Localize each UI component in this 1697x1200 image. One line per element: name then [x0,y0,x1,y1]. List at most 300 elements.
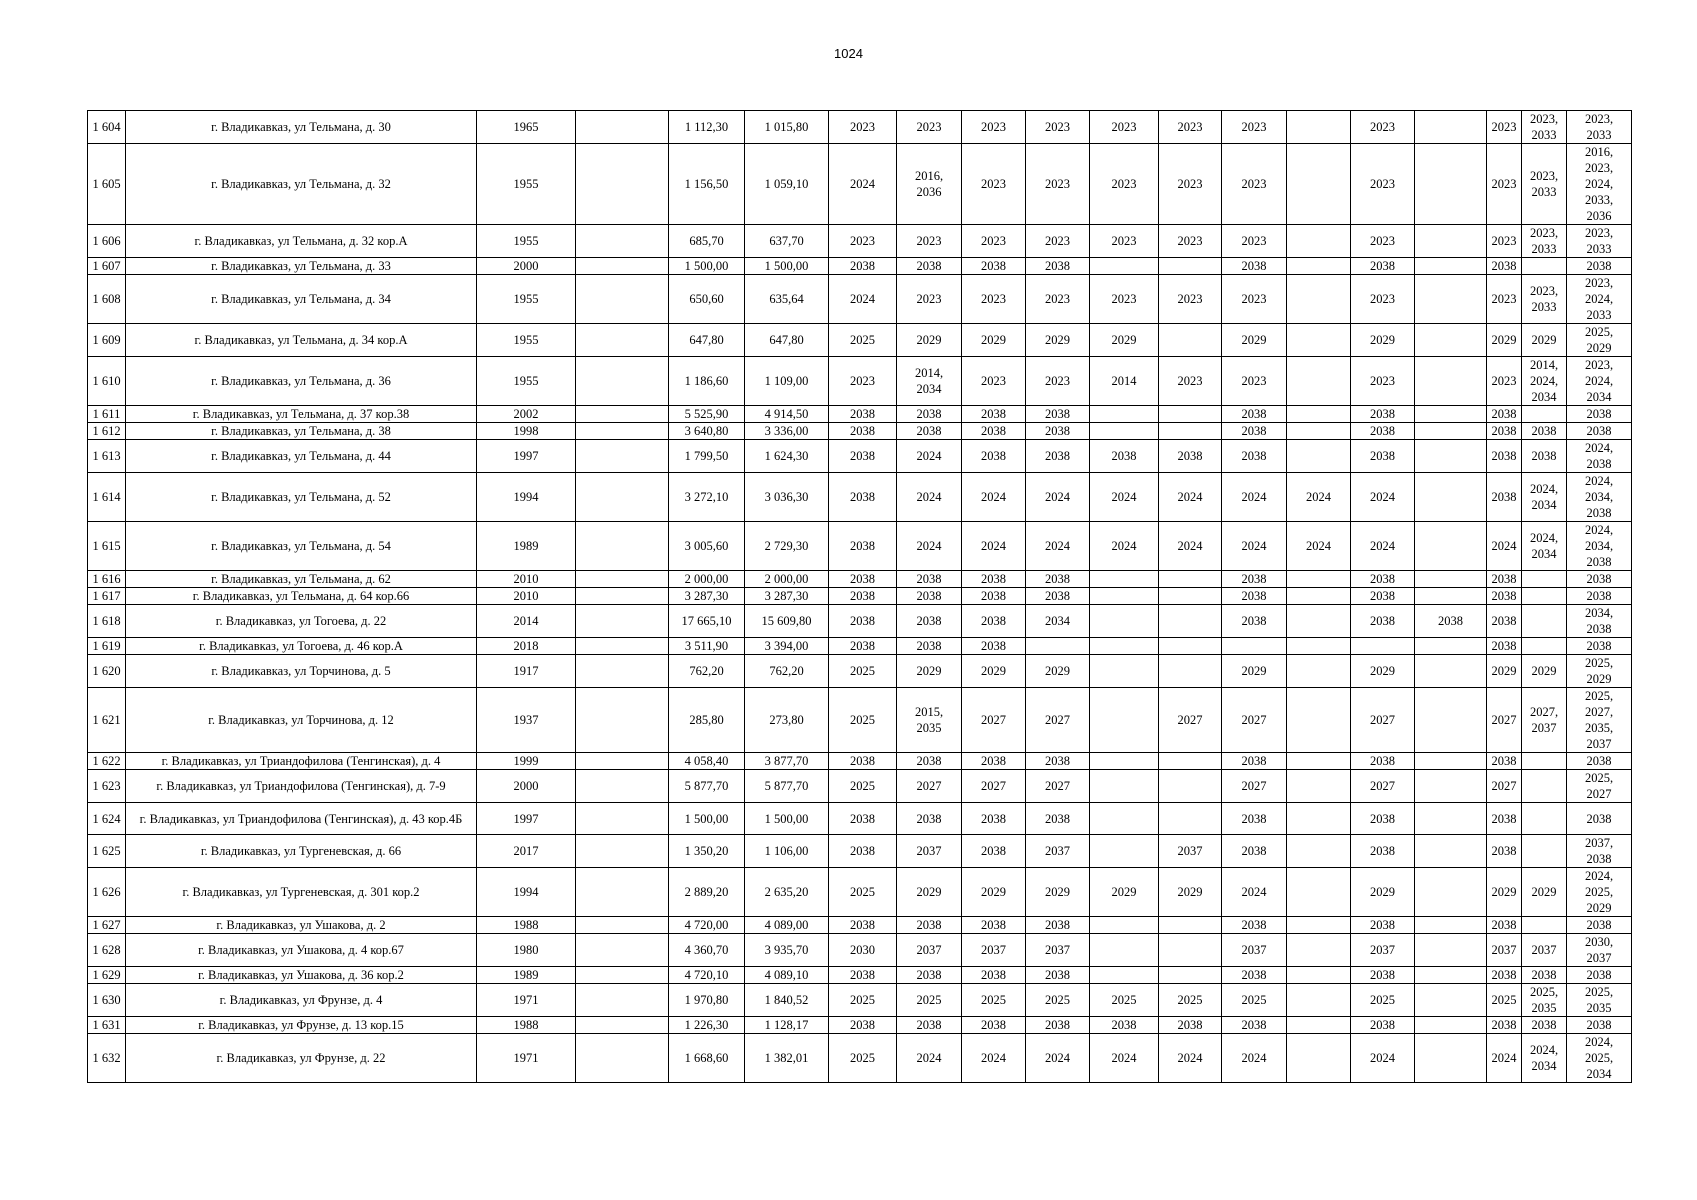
address-cell: г. Владикавказ, ул Тельмана, д. 44 [126,440,477,473]
repair-year-cell: 2038 [1222,967,1287,984]
repair-year-cell: 2024 [897,522,962,571]
repair-year-cell: 2038 [1222,753,1287,770]
repair-year-cell: 2038 [1222,1017,1287,1034]
living-area-cell: 2 729,30 [745,522,829,571]
repair-year-cell: 2038 [962,258,1026,275]
address-cell: г. Владикавказ, ул Тельмана, д. 36 [126,357,477,406]
repair-year-cell [1090,934,1159,967]
repair-year-cell [1287,638,1351,655]
repair-year-cell: 2025 [1487,984,1522,1017]
living-area-cell: 4 089,10 [745,967,829,984]
repair-year-cell: 2029 [1487,868,1522,917]
table-row [88,803,1632,835]
year-line: 2033 [1531,300,1557,314]
year-line: 2024, [1584,177,1614,191]
address-cell: г. Владикавказ, ул Фрунзе, д. 22 [126,1034,477,1083]
table-row [88,225,1632,258]
row-number: 1 618 [88,605,126,638]
year-built-cell: 2017 [477,835,576,868]
repair-year-cell: 2023 [1159,144,1222,225]
repair-year-cell: 2023 [897,225,962,258]
repair-year-cell [1222,638,1287,655]
repair-year-cell: 2023 [962,225,1026,258]
repair-year-cell: 2025 [829,868,897,917]
repair-year-cell [1090,655,1159,688]
repair-year-cell: 2038 [1351,423,1415,440]
repair-year-cell: 2025 [1159,984,1222,1017]
repair-year-cell: 2029 [1026,868,1090,917]
year-line: 2038 [1586,589,1612,603]
repair-year-cell: 2027 [1026,770,1090,803]
year-line: 2024, [1584,523,1614,537]
repair-year-cell: 2029 [962,868,1026,917]
repair-year-cell: 2038 [962,753,1026,770]
repair-year-cell: 2029 [1026,324,1090,357]
repair-year-cell: 2029 [1222,655,1287,688]
repair-year-cell: 2038 [1487,423,1522,440]
repair-year-cell [1287,571,1351,588]
repair-year-cell: 2037 [1222,934,1287,967]
address-cell: г. Владикавказ, ул Тельмана, д. 54 [126,522,477,571]
repair-year-cell: 2025 [1026,984,1090,1017]
repair-year-cell: 2038 [897,917,962,934]
table-row [88,275,1632,324]
repair-year-cell: 2023 [1487,275,1522,324]
living-area-cell: 273,80 [745,688,829,753]
address-cell: г. Владикавказ, ул Фрунзе, д. 4 [126,984,477,1017]
living-area-cell: 1 500,00 [745,258,829,275]
repair-year-list-cell [1567,440,1632,473]
repair-year-cell: 2029 [1159,868,1222,917]
repair-year-cell: 2038 [897,753,962,770]
year-built-cell: 2018 [477,638,576,655]
repair-year-cell: 2024 [1159,1034,1222,1083]
repair-year-cell: 2023 [829,225,897,258]
repair-year-cell: 2023 [1222,225,1287,258]
repair-year-list-cell [1567,588,1632,605]
total-area-cell: 5 525,90 [669,406,745,423]
year-line: 2033 [1586,128,1612,142]
table-row [88,984,1632,1017]
row-number: 1 614 [88,473,126,522]
repair-year-list-cell [1522,934,1567,967]
repair-year-cell: 2038 [1026,917,1090,934]
repair-year-cell: 2023 [1351,225,1415,258]
repair-year-cell [1287,225,1351,258]
repair-year-cell: 2038 [897,967,962,984]
repair-year-cell: 2023 [1026,111,1090,144]
year-line: 2027, [1584,705,1614,719]
repair-year-list-cell [1567,655,1632,688]
repair-year-cell: 2038 [962,803,1026,835]
repair-year-cell: 2025 [1351,984,1415,1017]
repair-year-cell [1090,605,1159,638]
year-line: 2025, [1584,985,1614,999]
repair-year-cell: 2038 [897,258,962,275]
repair-year-cell [1090,770,1159,803]
repair-year-cell: 2029 [897,655,962,688]
total-area-cell: 1 500,00 [669,258,745,275]
address-cell: г. Владикавказ, ул Тургеневская, д. 66 [126,835,477,868]
year-line: 2025, [1584,885,1614,899]
repair-year-cell: 2038 [1159,440,1222,473]
repair-year-list-cell [1567,324,1632,357]
year-line: 2024, [1529,374,1559,388]
year-built-cell: 1971 [477,984,576,1017]
repair-year-cell: 2038 [1487,803,1522,835]
total-area-cell: 1 350,20 [669,835,745,868]
empty-cell [576,522,669,571]
empty-cell [576,406,669,423]
year-line: 2024, [1529,482,1559,496]
repair-year-cell: 2038 [1090,1017,1159,1034]
year-line: 2038 [1586,407,1612,421]
table-row [88,1017,1632,1034]
living-area-cell: 3 336,00 [745,423,829,440]
table-row [88,440,1632,473]
living-area-cell: 647,80 [745,324,829,357]
repair-year-cell: 2037 [1351,934,1415,967]
repair-year-cell: 2029 [1026,655,1090,688]
repair-year-cell: 2027 [1487,688,1522,753]
year-line: 2038 [1586,622,1612,636]
repair-year-cell: 2023 [1487,225,1522,258]
empty-cell [576,655,669,688]
year-line: 2023, [1529,284,1559,298]
year-line: 2024, [1584,292,1614,306]
address-cell: г. Владикавказ, ул Тельмана, д. 62 [126,571,477,588]
row-number: 1 606 [88,225,126,258]
row-number: 1 607 [88,258,126,275]
repair-year-cell: 2038 [897,803,962,835]
total-area-cell: 17 665,10 [669,605,745,638]
total-area-cell: 3 511,90 [669,638,745,655]
repair-year-cell: 2023 [1090,144,1159,225]
repair-year-cell: 2024 [962,1034,1026,1083]
repair-year-cell: 2023 [962,275,1026,324]
year-built-cell: 2002 [477,406,576,423]
total-area-cell: 1 186,60 [669,357,745,406]
repair-year-cell: 2038 [1487,571,1522,588]
repair-year-cell: 2038 [829,803,897,835]
repair-year-list-cell [1522,258,1567,275]
year-built-cell: 1955 [477,225,576,258]
repair-year-cell [1415,1034,1487,1083]
year-line: 2038 [1586,572,1612,586]
address-cell: г. Владикавказ, ул Торчинова, д. 5 [126,655,477,688]
repair-year-cell: 2024 [1159,473,1222,522]
year-line: 2038 [1531,424,1557,438]
repair-year-cell [1287,655,1351,688]
repair-year-cell: 2024 [829,144,897,225]
repair-year-cell [1287,770,1351,803]
year-line: 2033, [1584,193,1614,207]
repair-year-list-cell [1522,803,1567,835]
repair-year-cell: 2023 [1090,111,1159,144]
address-cell: г. Владикавказ, ул Тельмана, д. 34 кор.А [126,324,477,357]
repair-year-cell: 2025 [829,984,897,1017]
repair-year-cell: 2027 [1351,688,1415,753]
repair-year-cell: 2023 [1487,111,1522,144]
year-line: 2038 [1531,968,1557,982]
total-area-cell: 1 500,00 [669,803,745,835]
year-built-cell: 2014 [477,605,576,638]
empty-cell [576,835,669,868]
year-line: 2035 [1586,1001,1612,1015]
repair-year-cell [1287,111,1351,144]
year-line: 2024, [1529,531,1559,545]
year-line: 2023, [1529,226,1559,240]
repair-year-cell: 2038 [1487,406,1522,423]
repair-year-list-cell [1567,111,1632,144]
repair-year-cell: 2038 [962,588,1026,605]
repair-year-cell: 2023 [1222,144,1287,225]
total-area-cell: 3 287,30 [669,588,745,605]
row-number: 1 626 [88,868,126,917]
repair-year-list-cell [1522,917,1567,934]
year-built-cell: 2010 [477,588,576,605]
repair-year-cell [1090,688,1159,753]
year-line: 2016, [1584,145,1614,159]
empty-cell [576,258,669,275]
address-cell: г. Владикавказ, ул Тельмана, д. 52 [126,473,477,522]
repair-year-cell: 2038 [962,571,1026,588]
year-line: 2027 [1586,787,1612,801]
repair-year-cell: 2029 [1351,655,1415,688]
repair-year-list-cell [1522,473,1567,522]
total-area-cell: 685,70 [669,225,745,258]
repair-year-cell: 2037 [1159,835,1222,868]
repair-year-cell: 2029 [1222,324,1287,357]
repair-year-cell: 2023 [1159,275,1222,324]
year-line: 2023, [1584,358,1614,372]
address-cell: г. Владикавказ, ул Фрунзе, д. 13 кор.15 [126,1017,477,1034]
repair-year-cell: 2038 [962,967,1026,984]
repair-year-cell: 2038 [897,1017,962,1034]
repair-year-list-cell [1522,588,1567,605]
total-area-cell: 650,60 [669,275,745,324]
repair-year-list-cell [1567,275,1632,324]
repair-year-cell: 2024 [1026,522,1090,571]
repair-year-list-cell [1522,1017,1567,1034]
repair-year-cell [1415,688,1487,753]
repair-year-list-cell [1567,406,1632,423]
repair-year-cell: 2023 [1351,144,1415,225]
empty-cell [576,225,669,258]
year-line: 2038 [1586,259,1612,273]
repair-year-cell [1287,588,1351,605]
year-line: 2035 [1531,1001,1557,1015]
year-line: 2038 [1586,1018,1612,1032]
year-line: 2029 [1586,672,1612,686]
repair-year-cell [1159,258,1222,275]
empty-cell [576,967,669,984]
year-line: 2037 [1531,721,1557,735]
repair-year-cell [1026,638,1090,655]
repair-year-cell [1287,440,1351,473]
repair-year-cell [1159,571,1222,588]
repair-year-cell: 2038 [829,638,897,655]
total-area-cell: 1 226,30 [669,1017,745,1034]
living-area-cell: 1 128,17 [745,1017,829,1034]
repair-year-cell: 2038 [1415,605,1487,638]
repair-year-cell [1159,605,1222,638]
repair-year-list-cell [1522,144,1567,225]
repair-year-cell: 2038 [829,917,897,934]
repair-year-cell: 2038 [897,571,962,588]
repair-year-cell: 2038 [1222,605,1287,638]
living-area-cell: 2 000,00 [745,571,829,588]
repair-year-cell: 2038 [1487,258,1522,275]
row-number: 1 608 [88,275,126,324]
repair-year-cell: 2015, 2035 [897,688,962,753]
repair-year-list-cell [1567,934,1632,967]
total-area-cell: 5 877,70 [669,770,745,803]
year-built-cell: 2010 [477,571,576,588]
repair-year-list-cell [1567,688,1632,753]
repair-year-cell: 2038 [962,835,1026,868]
repair-year-cell [1415,571,1487,588]
table-row [88,111,1632,144]
repair-year-list-cell [1567,1017,1632,1034]
repair-year-cell: 2024 [1351,473,1415,522]
year-built-cell: 1989 [477,967,576,984]
repair-year-cell [1090,406,1159,423]
repair-year-cell [1415,144,1487,225]
repair-year-cell [1415,225,1487,258]
repair-year-cell: 2029 [1090,868,1159,917]
repair-year-cell: 2037 [962,934,1026,967]
repair-year-cell [1287,258,1351,275]
living-area-cell: 762,20 [745,655,829,688]
row-number: 1 622 [88,753,126,770]
repair-year-cell: 2023 [1026,275,1090,324]
repair-year-cell: 2038 [962,638,1026,655]
repair-year-cell [1090,917,1159,934]
repair-year-cell: 2038 [829,753,897,770]
total-area-cell: 762,20 [669,655,745,688]
address-cell: г. Владикавказ, ул Ушакова, д. 36 кор.2 [126,967,477,984]
repair-year-cell [1415,1017,1487,1034]
repair-year-cell: 2038 [897,638,962,655]
empty-cell [576,144,669,225]
total-area-cell: 2 889,20 [669,868,745,917]
repair-year-cell: 2038 [1351,967,1415,984]
table-row [88,655,1632,688]
repair-year-cell: 2024 [1287,473,1351,522]
repair-year-cell: 2038 [1487,967,1522,984]
repair-year-cell: 2038 [1026,571,1090,588]
year-line: 2023, [1584,112,1614,126]
repair-year-cell: 2023 [1026,357,1090,406]
repair-year-cell: 2024 [1090,473,1159,522]
repair-year-list-cell [1567,605,1632,638]
row-number: 1 629 [88,967,126,984]
repair-year-cell [1159,934,1222,967]
repair-year-cell: 2023 [1487,144,1522,225]
repair-year-list-cell [1522,111,1567,144]
repair-year-cell: 2038 [962,406,1026,423]
repair-year-list-cell [1567,868,1632,917]
repair-year-cell: 2038 [1222,917,1287,934]
repair-year-cell: 2038 [829,473,897,522]
repair-year-cell [1287,688,1351,753]
empty-cell [576,803,669,835]
table-row [88,868,1632,917]
living-area-cell: 5 877,70 [745,770,829,803]
table-row [88,638,1632,655]
year-line: 2030, [1584,935,1614,949]
year-line: 2027, [1529,705,1559,719]
repair-year-cell: 2038 [1222,588,1287,605]
table-body [88,111,1632,1083]
year-line: 2023, [1584,226,1614,240]
repair-year-cell: 2038 [1026,258,1090,275]
repair-year-cell [1415,423,1487,440]
repair-year-cell [1159,655,1222,688]
repair-year-list-cell [1522,967,1567,984]
year-line: 2038 [1586,852,1612,866]
repair-year-list-cell [1522,275,1567,324]
year-line: 2024, [1584,474,1614,488]
repair-year-cell [1090,423,1159,440]
repair-year-cell: 2016, 2036 [897,144,962,225]
repair-year-cell [1090,638,1159,655]
row-number: 1 615 [88,522,126,571]
total-area-cell: 1 156,50 [669,144,745,225]
repair-year-cell [1415,934,1487,967]
repair-year-cell: 2038 [1487,917,1522,934]
row-number: 1 605 [88,144,126,225]
repair-year-cell: 2037 [1487,934,1522,967]
repair-year-cell: 2024 [1222,473,1287,522]
empty-cell [576,753,669,770]
table-row [88,144,1632,225]
housing-repair-schedule-table [87,110,1632,1083]
year-built-cell: 1998 [477,423,576,440]
repair-year-cell [1159,770,1222,803]
empty-cell [576,324,669,357]
repair-year-cell: 2038 [897,588,962,605]
year-line: 2033 [1586,242,1612,256]
repair-year-cell: 2027 [1026,688,1090,753]
empty-cell [576,571,669,588]
repair-year-cell [1287,934,1351,967]
year-line: 2034 [1531,390,1557,404]
year-line: 2034, [1584,539,1614,553]
repair-year-cell: 2037 [897,835,962,868]
empty-cell [576,473,669,522]
repair-year-cell: 2038 [829,258,897,275]
total-area-cell: 647,80 [669,324,745,357]
year-line: 2029 [1586,341,1612,355]
row-number: 1 625 [88,835,126,868]
repair-year-list-cell [1522,571,1567,588]
repair-year-list-cell [1567,571,1632,588]
address-cell: г. Владикавказ, ул Тельмана, д. 32 кор.А [126,225,477,258]
repair-year-list-cell [1522,522,1567,571]
repair-year-list-cell [1522,423,1567,440]
repair-year-cell [1415,753,1487,770]
row-number: 1 619 [88,638,126,655]
repair-year-list-cell [1522,440,1567,473]
year-built-cell: 1989 [477,522,576,571]
repair-year-cell: 2029 [1487,324,1522,357]
repair-year-cell: 2023 [1159,225,1222,258]
repair-year-list-cell [1567,423,1632,440]
repair-year-cell: 2037 [1026,934,1090,967]
repair-year-cell: 2038 [829,440,897,473]
